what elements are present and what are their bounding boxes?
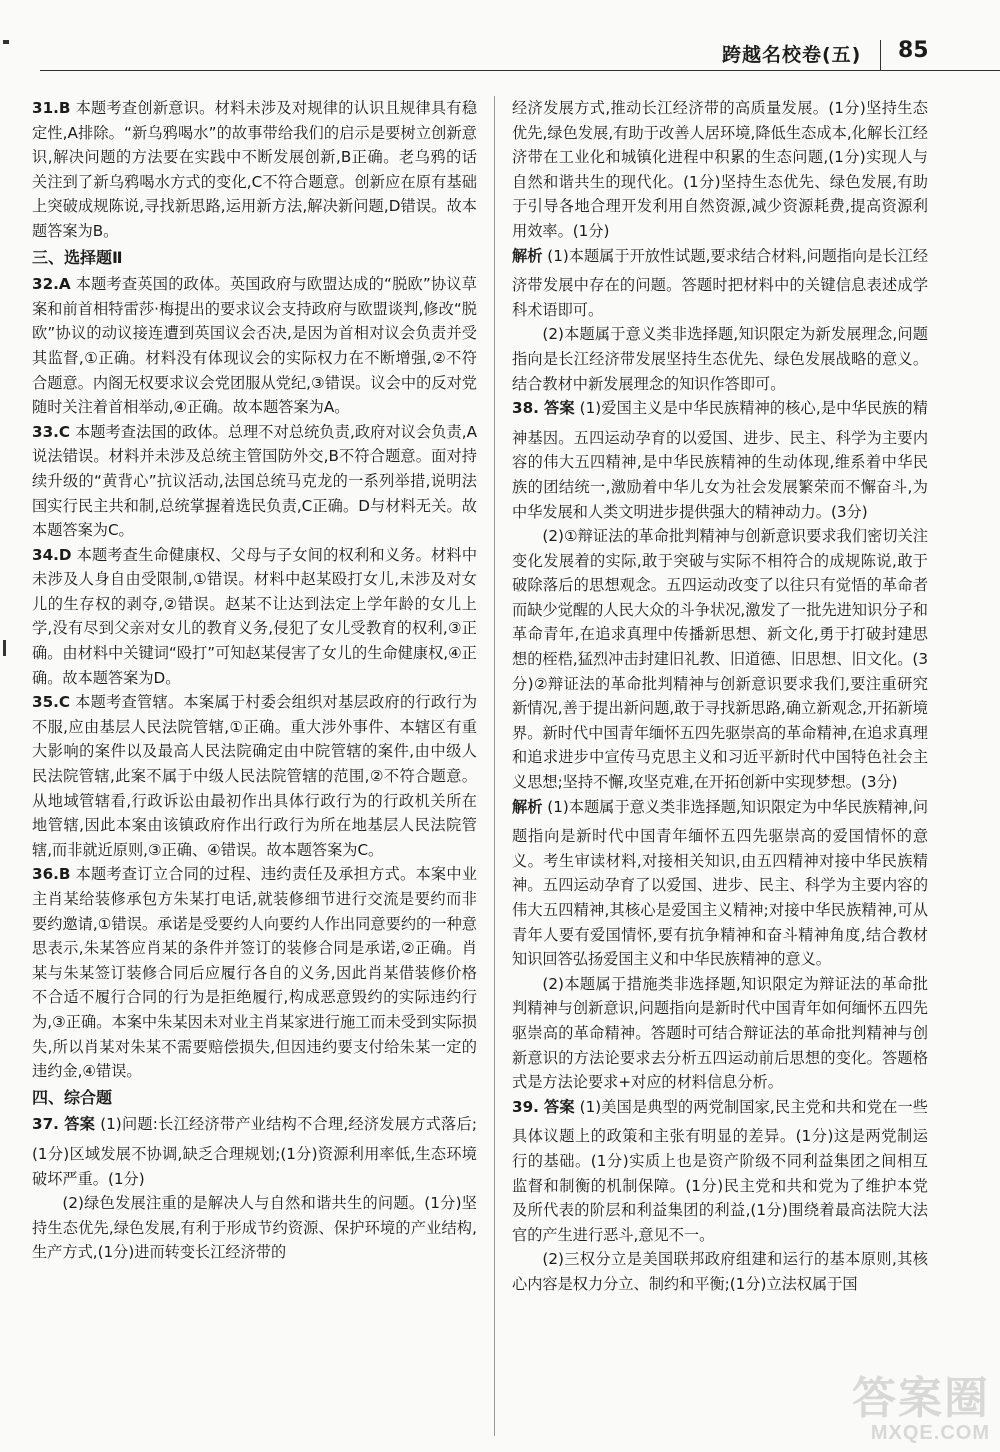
analysis-paragraph: (2)本题属于意义类非选择题,知识限定为新发展理念,问题指向是长江经济带发展坚持生态优先、绿色发展战略的意义。结合教材中新发展理念的知识作答即可。 xyxy=(512,325,928,393)
watermark-url: MXQE.COM xyxy=(870,1422,990,1444)
analysis-text: (1)本题属于开放性试题,要求结合材料,问题指向是长江经济带发展中存在的问题。答题时把材料中的关键信息表述成学科术语即可。 xyxy=(512,246,929,319)
header-separator xyxy=(880,40,881,70)
section-heading: 四、综合题 xyxy=(32,1087,113,1107)
question-number: 39. xyxy=(512,1097,539,1116)
book-title: 跨越名校卷(五) xyxy=(722,44,862,66)
answer-tag: 🖊 答案 xyxy=(544,399,575,417)
answer-continuation: 经济发展方式,推动长江经济带的高质量发展。(1分)坚持生态优先,绿色发展,有助于改善人居环境,降低生态成本,化解长江经济带在工业化和城镇化进程中积累的生态问题,(1分)实现人与自然和谐共生的现代化。(1分)坚持生态优先、绿色发展,有助于引导各地合理开发利用自然资源,减少资源耗费,提高资源利用效率。(1分) xyxy=(512,99,928,240)
answer-34 xyxy=(32,543,477,691)
answer-paragraph: (2)绿色发展注重的是解决人与自然和谐共生的问题。(1分)坚持生态优先,绿色发展,有利于形成节约资源、保护环境的产业结构,生产方式,(1分)进而转变长江经济带的 xyxy=(32,1194,477,1262)
answer-33 xyxy=(32,420,477,543)
answer-text: 本题考查英国的政体。英国政府与欧盟达成的“脱欧”协议草案和前首相特雷莎·梅提出的要求议会支持政府与欧盟谈判,修改“脱欧”协议的动议接连遭到英国议会否决,是因为首相对议会负责并受其监督,①正确。材料没有体现议会的实际权力在不断增强,②不符合题意。内阁无权要求议会党团服从党纪,③错误。议会中的反对党随时关注着首相举动,④正确。故本题答案为A。 xyxy=(32,275,477,417)
page-header xyxy=(0,0,1000,78)
answer-text: 本题考查生命健康权、父母与子女间的权利和义务。材料中未涉及人身自由受限制,①错误。材料中赵某殴打女儿,未涉及对女儿的生存权的剥夺,②错误。赵某不让达到法定上学年龄的女儿上学,没有尽到父亲对女儿的教育义务,侵犯了女儿受教育的权利,③正确。由材料中关键词“殴打”可知赵某侵害了女儿的生命健康权,④正确。故本题答案为D。 xyxy=(32,545,478,687)
analysis-tag: 🖊 解析 xyxy=(512,247,542,265)
answer-text: 本题考查创新意识。材料未涉及对规律的认识且规律具有稳定性,A排除。“新乌鸦喝水”的故事带给我们的启示是要树立创新意识,解决问题的方法要在实践中不断发展创新,B正确。老乌鸦的话关注到了新乌鸦喝水方式的变化,C不符合题意。创新应在原有基础上突破成规陈说,寻找新思路,运用新方法,解决新问题,D错误。故本题答案为B。 xyxy=(32,99,478,240)
answer-text: (1)问题:长江经济带产业结构不合理,经济发展方式落后;(1分)区域发展不协调,缺乏合理规划;(1分)资源利用率低,生态环境破坏严重。(1分) xyxy=(32,1115,478,1188)
question-number: 32.A xyxy=(32,275,71,294)
question-number: 35.C xyxy=(32,693,71,712)
watermark-text: 答案圈 xyxy=(852,1374,990,1423)
column-divider xyxy=(494,96,495,1436)
answer-37 xyxy=(32,1112,477,1191)
answer-36 xyxy=(32,862,477,1083)
answer-31 xyxy=(32,96,477,244)
answer-39 xyxy=(512,1095,928,1248)
answer-tag: 🖊 答案 xyxy=(544,1098,575,1116)
analysis-text: (1)本题属于意义类非选择题,知识限定为中华民族精神,问题指向是新时代中国青年缅怀五四先驱崇高的爱国情怀的意义。考生审读材料,对接相关知识,由五四精神对接中华民族精神。五四运动孕育了以爱国、进步、民主、科学为主要内容的伟大五四精神,其核心是爱国主义精神;对接中华民族精神,可从青年人要有爱国情怀,要有抗争精神和奋斗精神角度,结合教材知识回答弘扬爱国主义和中华民族精神的意义。 xyxy=(512,797,929,969)
answer-35 xyxy=(32,690,477,862)
answer-text: 本题考查法国的政体。总理不对总统负责,政府对议会负责,A说法错误。材料并未涉及总统主管国防外交,B不符合题意。面对持续升级的“黄背心”抗议活动,法国总统马克龙的一系列举措,说明法国实行民主共和制,总统掌握着选民负责,C正确。D与材料无关。故本题答案为C。 xyxy=(32,422,478,540)
answer-text: (1)爱国主义是中华民族精神的核心,是中华民族的精神基因。五四运动孕育的以爱国、进步、民主、科学为主要内容的伟大五四精神,是中华民族精神的生动体现,维系着中华民族的团结统一,激励着中华儿女为社会发展繁荣而不懈奋斗,为中华发展和人类文明进步提供强大的精神动力。(3分) xyxy=(512,399,928,521)
analysis-tag: 🖊 解析 xyxy=(512,798,542,816)
answer-text: 本题考查管辖。本案属于村委会组织对基层政府的行政行为不服,应由基层人民法院管辖,①正确。重大涉外事件、本辖区有重大影响的案件以及最高人民法院确定由中院管辖的案件,由中级人民法院管辖,此案不属于中级人民法院管辖的范围,②不符合题意。从地域管辖看,行政诉讼由最初作出具体行政行为的行政机关所在地管辖,因此本案由该镇政府作出行政行为所在地基层人民法院管辖,而非就近原则,③正确、④错误。故本题答案为C。 xyxy=(32,693,478,859)
question-number: 31.B xyxy=(32,99,71,117)
right-column xyxy=(512,96,928,1297)
question-number: 37. xyxy=(32,1115,59,1134)
header-rule xyxy=(40,70,1000,71)
page-number: 85 xyxy=(898,38,929,63)
answer-text: 本题考查订立合同的过程、违约责任及承担方式。本案中业主肖某给装修承包方朱某打电话,就装修细节进行交流是要约而非要约邀请,①错误。承诺是受要约人向要约人作出同意要约的一种意思表示,朱某答应肖某的条件并签订的装修合同是承诺,②正确。肖某与朱某签订装修合同后应履行各自的义务,因此肖某借装修价格不合适不履行合同的行为是拒绝履行,构成恶意毁约的实际违约行为,③正确。本案中朱某因未对业主肖某家进行施工而未受到实际损失,所以肖某对朱某不需要赔偿损失,但因违约要支付给朱某一定的违约金,④错误。 xyxy=(32,865,478,1081)
question-number: 36.B xyxy=(32,865,71,884)
left-column xyxy=(32,96,477,1265)
analysis-38 xyxy=(512,795,928,972)
section-heading: 三、选择题Ⅱ xyxy=(32,247,123,267)
answer-32 xyxy=(32,272,477,420)
margin-mark xyxy=(3,640,6,656)
margin-mark xyxy=(3,40,9,44)
watermark-logo xyxy=(760,1376,990,1446)
analysis-paragraph: (2)本题属于措施类非选择题,知识限定为辩证法的革命批判精神与创新意识,问题指向是新时代中国青年如何缅怀五四先驱崇高的革命精神。答题时可结合辩证法的革命批判精神与创新意识的方法论要求去分析五四运动前后思想的变化。答题格式是方法论要求+对应的材料信息分析。 xyxy=(512,974,928,1092)
answer-text: (1)美国是典型的两党制国家,民主党和共和党在一些具体议题上的政策和主张有明显的差异。(1分)这是两党制运行的基础。(1分)实质上也是资产阶级不同利益集团之间相互监督和制衡的机制保障。(1分)民主党和共和党为了维护本党及所代表的阶层和利益集团的利益,(1分)围绕着最高法院大法官的产生进行恶斗,意见不一。 xyxy=(512,1097,928,1244)
answer-paragraph: (2)三权分立是美国联邦政府组建和运行的基本原则,其核心内容是权力分立、制约和平衡;(1分)立法权属于国 xyxy=(512,1250,928,1293)
question-number: 34.D xyxy=(32,545,72,564)
answer-38 xyxy=(512,396,928,524)
question-number: 38. xyxy=(512,399,539,418)
question-number: 33.C xyxy=(32,422,71,441)
answer-paragraph: (2)①辩证法的革命批判精神与创新意识要求我们密切关注变化发展着的实际,敢于突破与实际不相符合的成规陈说,敢于破除落后的思想观念。五四运动改变了以往只有觉悟的革命者而缺少觉醒的人民大众的斗争状况,激发了一批先进知识分子和革命青年,在追求真理中传播新思想、新文化,勇于打破封建思想的桎梏,猛烈冲击封建旧礼教、旧道德、旧思想、旧文化。(3分)②辩证法的革命批判精神与创新意识要求我们,要注重研究新情况,善于提出新问题,敢于寻找新思路,确立新观念,开拓新境界。新时代中国青年缅怀五四先驱崇高的革命精神,在追求真理和追求进步中宣传马克思主义和习近平新时代中国特色社会主义思想;坚持不懈,攻坚克难,在开拓创新中实现梦想。(3分) xyxy=(512,527,928,792)
analysis-37 xyxy=(512,244,928,323)
answer-tag: 🖊 答案 xyxy=(64,1115,95,1133)
